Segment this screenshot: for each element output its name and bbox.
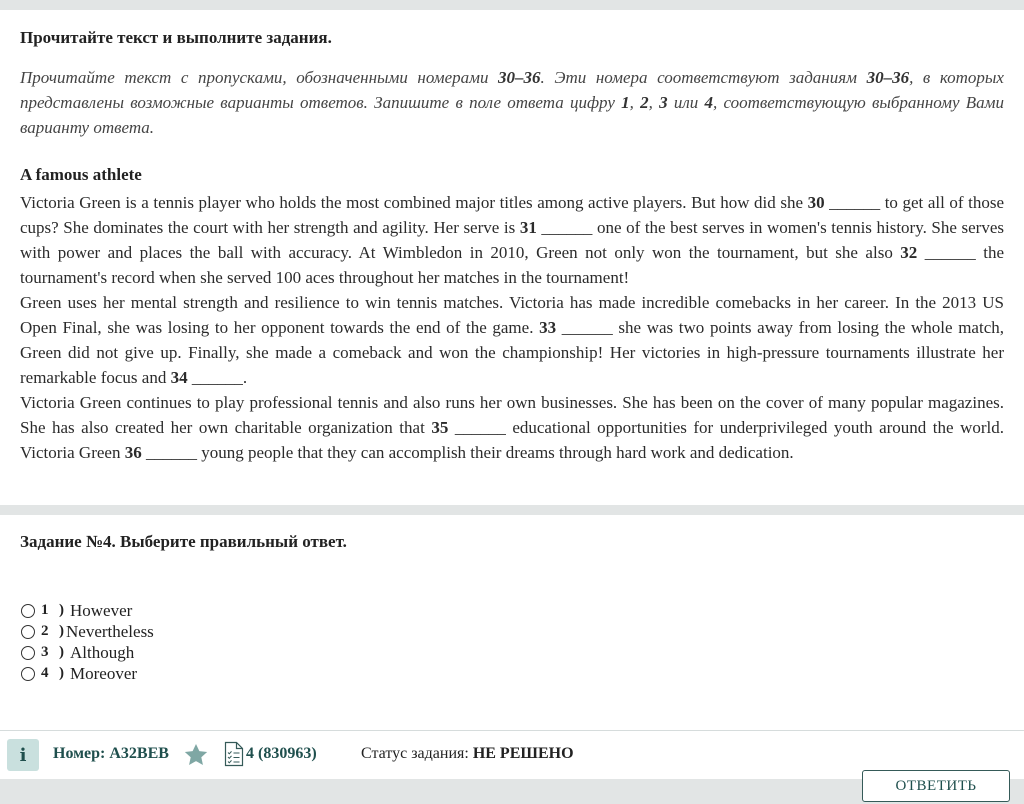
story-fragment: ______ to get all of those cups? She dominates the court with her strength and agility. Her serve is — [20, 193, 1004, 237]
story-fragment: ______. — [187, 368, 248, 387]
gap-number: 30 — [807, 193, 825, 212]
radio-button[interactable] — [21, 625, 35, 639]
radio-button[interactable] — [21, 604, 35, 618]
story-fragment: ______ one of the best serves in women's tennis history. She serves with power and places the ball with accuracy. At Wimbledon in 2010, Green not only won the tournament, but she also — [20, 218, 1004, 262]
option-sep: ) — [59, 602, 64, 618]
gap-number: 35 — [431, 418, 449, 437]
story-title: A famous athlete — [20, 165, 142, 184]
answer-option-1[interactable] — [20, 600, 154, 621]
gap-number: 31 — [519, 218, 537, 237]
instruction-range: 30–36 — [866, 68, 910, 87]
story-fragment: Green uses her mental strength and resilience to win tennis matches. Victoria has made incredible comebacks in her career. In the 2013 US Open Final, she was losing to her opponent towards the end of the game. — [20, 293, 1004, 337]
instruction-text — [20, 65, 1004, 140]
answer-option-3[interactable] — [20, 642, 154, 663]
instruction-part: Прочитайте текст с пропусками, обозначенными номерами — [20, 68, 499, 87]
gap-number: 34 — [170, 368, 188, 387]
answer-button[interactable]: ОТВЕТИТЬ — [862, 770, 1010, 802]
gap-number: 32 — [900, 243, 918, 262]
task-status — [361, 745, 574, 763]
instruction-part: , в которых представлены возможные варианты ответов. Запишите в поле ответа цифру — [20, 68, 1004, 112]
option-number: 2 — [41, 623, 49, 639]
answer-options — [20, 600, 154, 684]
gap-number: 33 — [539, 318, 557, 337]
document-icon[interactable] — [224, 741, 244, 767]
answer-option-4[interactable] — [20, 663, 154, 684]
option-label: Moreover — [70, 663, 138, 683]
instruction-digit: 1 — [621, 93, 630, 112]
status-label: Статус задания: — [361, 745, 473, 762]
instruction-sep: или — [667, 93, 705, 112]
instruction-part: . Эти номера соответствуют заданиям — [540, 68, 867, 87]
option-number: 3 — [41, 644, 49, 660]
radio-button[interactable] — [21, 667, 35, 681]
story-paragraph — [20, 190, 1004, 290]
radio-button[interactable] — [21, 646, 35, 660]
gap-number: 36 — [124, 443, 142, 462]
variant-link[interactable]: 4 (830963) — [246, 745, 317, 762]
instruction-range: 30–36 — [498, 68, 541, 87]
story-fragment: ______ the tournament's record when she served 100 aces throughout her matches in the tournament! — [20, 243, 1004, 287]
story-fragment: Victoria Green is a tennis player who holds the most combined major titles among active players. But how did she — [20, 193, 808, 212]
answer-option-2[interactable] — [20, 621, 154, 642]
instruction-sep: , — [629, 93, 641, 112]
instruction-digit: 4 — [704, 93, 713, 112]
story-fragment: ______ young people that they can accomplish their dreams through hard work and dedication. — [141, 443, 794, 462]
text-heading: Прочитайте текст и выполните задания. — [20, 28, 332, 47]
instruction-digit: 2 — [640, 93, 649, 112]
option-number: 4 — [41, 665, 49, 681]
story-paragraph — [20, 290, 1004, 390]
task-number: Номер: A32BEB — [53, 745, 169, 762]
status-value: НЕ РЕШЕНО — [472, 745, 574, 762]
story-fragment: Victoria Green continues to play professional tennis and also runs her own businesses. She has been on the cover of many popular magazines. She has also created her own charitable organization that — [20, 393, 1004, 437]
instruction-digit: 3 — [659, 93, 668, 112]
option-label: Nevertheless — [66, 621, 154, 641]
info-button[interactable]: i — [7, 739, 39, 771]
story-text — [20, 190, 1004, 465]
star-icon[interactable] — [183, 742, 209, 768]
task-heading: Задание №4. Выберите правильный ответ. — [20, 532, 347, 551]
instruction-sep: , — [648, 93, 660, 112]
story-paragraph — [20, 390, 1004, 465]
option-sep: ) — [59, 623, 64, 639]
option-number: 1 — [41, 602, 49, 618]
story-fragment: ______ educational opportunities for underprivileged youth around the world. Victoria Green — [20, 418, 1004, 462]
instruction-part: , соответствующую выбранному Вами варианту ответа. — [20, 93, 1005, 137]
option-sep: ) — [59, 644, 64, 660]
option-label: However — [70, 600, 133, 620]
option-sep: ) — [59, 665, 64, 681]
option-label: Although — [70, 642, 135, 662]
story-fragment: ______ she was two points away from losing the whole match, Green did not give up. Finally, she made a comeback and won the championship! Her victories in high-pressure tournaments illustrate her remarkable focus and — [20, 318, 1004, 387]
text-panel — [0, 10, 1024, 505]
